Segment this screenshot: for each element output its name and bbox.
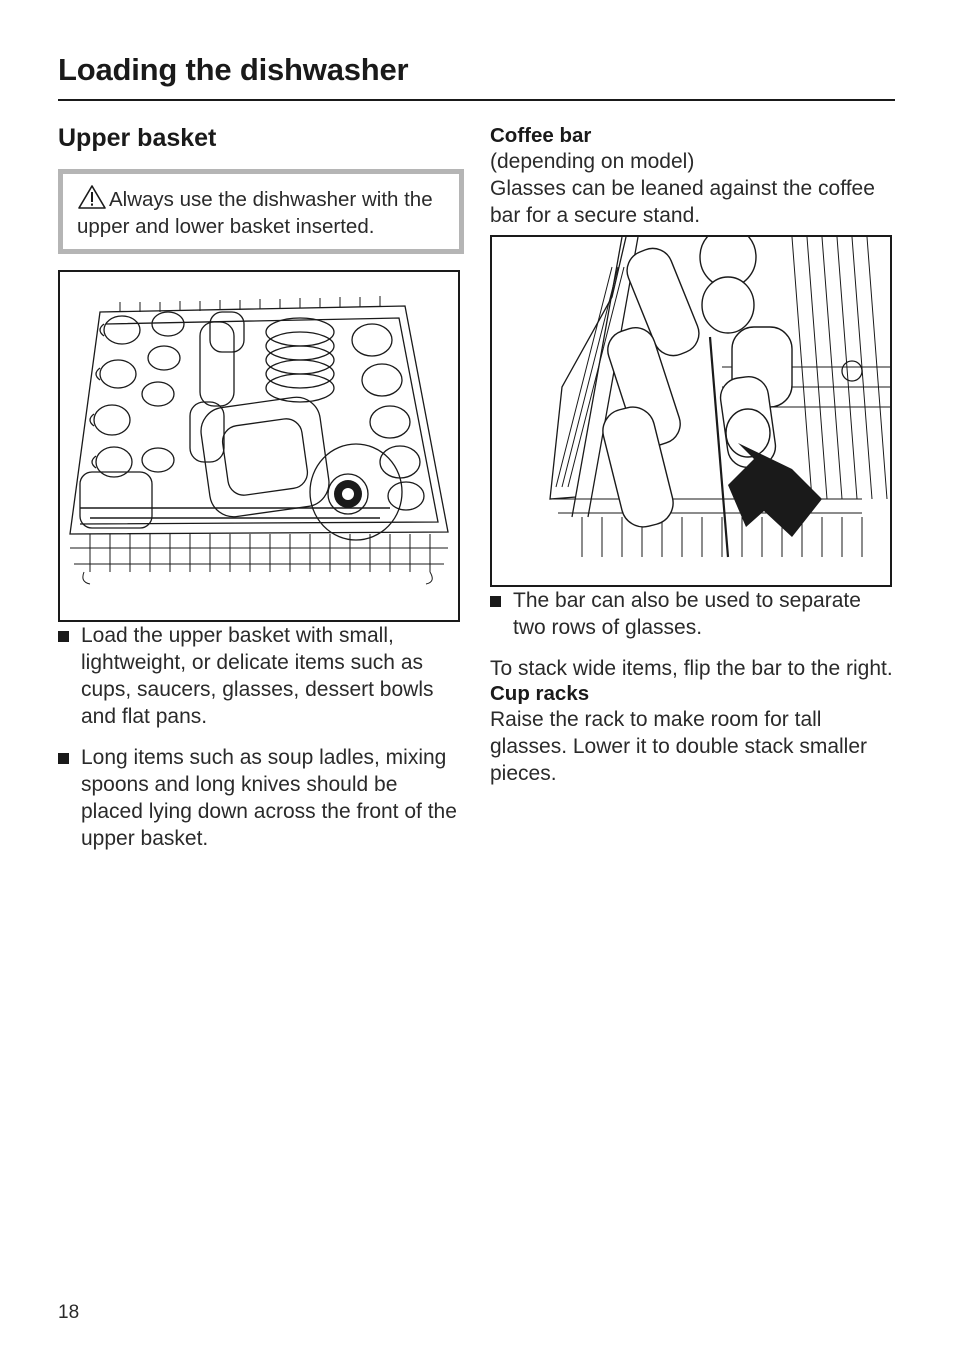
bullet-text: Load the upper basket with small, lightweight, or delicate items such as cups, saucers, glasses, dessert bowls and flat pans. [81, 624, 434, 728]
warning-box [58, 169, 464, 254]
title-divider [58, 99, 895, 101]
coffee-bar-heading: Coffee bar [490, 124, 592, 147]
model-note: (depending on model) [490, 150, 695, 173]
upper-basket-bullets [58, 622, 464, 852]
bullet-square-icon [58, 631, 69, 642]
list-item [490, 587, 894, 641]
upper-basket-heading: Upper basket [58, 124, 217, 152]
right-column [490, 124, 894, 787]
warning-text: Always use the dishwasher with the upper and lower basket inserted. [77, 188, 433, 238]
list-item [58, 622, 464, 730]
list-item [58, 744, 464, 852]
bullet-text: Long items such as soup ladles, mixing spoons and long knives should be placed lying down across the front of the upper basket. [81, 746, 457, 850]
warning-triangle-icon [77, 184, 107, 210]
cup-racks-heading: Cup racks [490, 682, 590, 705]
bullet-square-icon [58, 753, 69, 764]
page-number: 18 [58, 1302, 80, 1323]
page-title: Loading the dishwasher [58, 52, 409, 87]
stack-note: To stack wide items, flip the bar to the right. [490, 657, 893, 680]
coffee-bar-bullets [490, 587, 894, 641]
bullet-text: The bar can also be used to separate two rows of glasses. [513, 589, 861, 639]
upper-basket-illustration [58, 270, 460, 622]
coffee-bar-illustration [490, 235, 892, 587]
cup-racks-text: Raise the rack to make room for tall glasses. Lower it to double stack smaller pieces. [490, 708, 868, 785]
coffee-bar-description: Glasses can be leaned against the coffee bar for a secure stand. [490, 177, 875, 227]
bullet-square-icon [490, 596, 501, 607]
left-column [58, 124, 464, 866]
